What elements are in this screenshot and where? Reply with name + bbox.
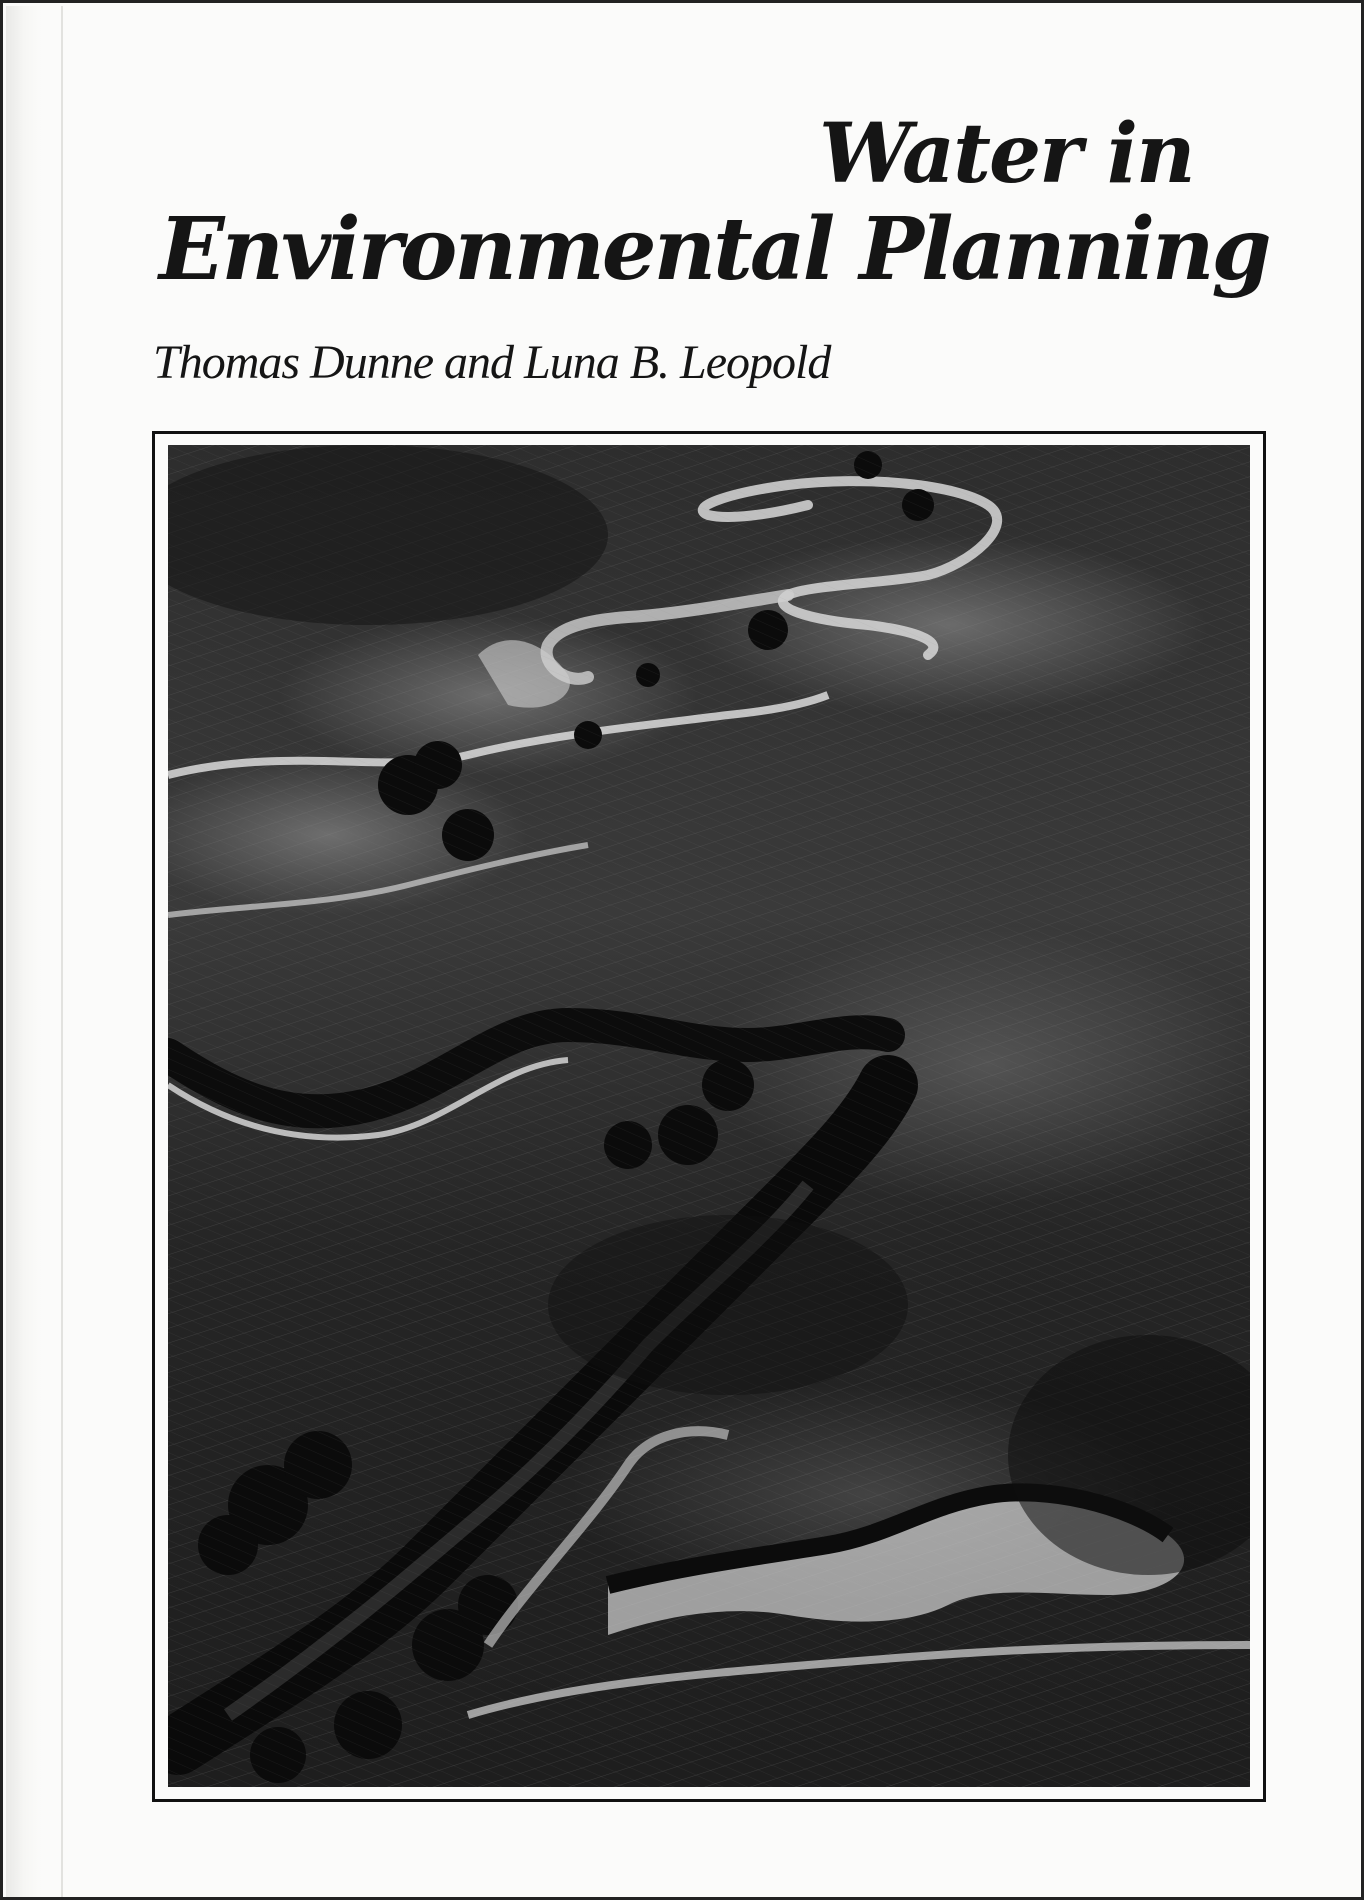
landscape-illustration — [168, 445, 1250, 1787]
aerial-landscape-photo — [168, 445, 1250, 1787]
authors: Thomas Dunne and Luna B. Leopold — [153, 336, 831, 389]
spine-shade — [6, 6, 66, 1900]
title-line-1: Water in — [819, 106, 1194, 202]
title-line-2: Environmental Planning — [159, 199, 1269, 300]
spine-hinge-line — [61, 6, 63, 1900]
